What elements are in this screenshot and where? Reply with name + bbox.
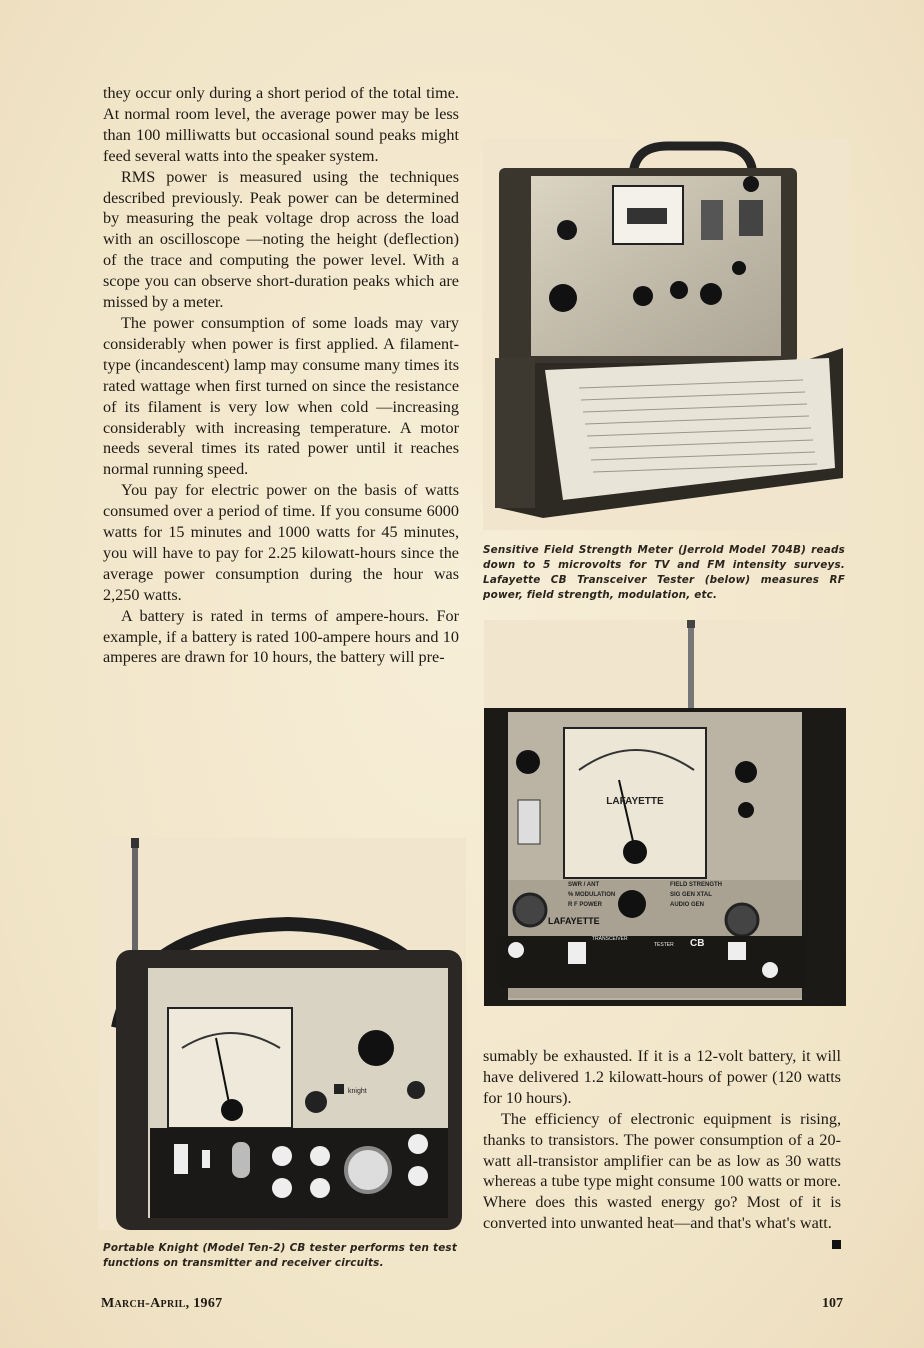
meter-brand-label: LAFAYETTE <box>606 796 664 807</box>
field-strength-meter-photo <box>483 138 849 530</box>
lafayette-cb-tester-photo <box>484 620 846 1006</box>
mode-label: % MODULATION <box>568 892 616 898</box>
knight-brand-label: knight <box>348 1088 367 1095</box>
paragraph <box>483 1109 841 1234</box>
paragraph: they occur only during a short period of the total time. At normal room level, the average power may be less than 100 milliwatts but occasional sound peaks might feed several watts into the speaker system. <box>103 84 459 165</box>
paragraph: The power consumption of some loads may vary considerably when power is first applied. A filament-type (incandescent) lamp may consume many times its rated wattage when first turned on since the resistance of its filament is very low when cold —increasing considerably with increasing temperature. A motor needs several times its rated power until it reaches normal running speed. <box>103 313 459 479</box>
paragraph: sumably be exhausted. If it is a 12-volt battery, it will have delivered 1.2 kilowatt-hours of power (120 watts for 10 hours). <box>483 1047 841 1107</box>
mode-label: AUDIO GEN <box>670 902 705 908</box>
page-number: 107 <box>822 1296 843 1311</box>
photo-caption-meter: Sensitive Field Strength Meter (Jerrold Model 704B) reads down to 5 microvolts for TV and FM intensity surveys. Lafayette CB Transceiver Tester (below) measures RF power, field strength, modulation, etc. <box>483 544 845 601</box>
mode-label: FIELD STRENGTH <box>670 882 722 888</box>
mode-label: SWR / ANT <box>568 882 600 888</box>
end-of-article-mark <box>832 1240 841 1249</box>
left-text-column <box>103 83 459 668</box>
footer-issue-date: March-April, 1967 <box>101 1296 223 1311</box>
transceiver-label: TRANSCEIVER <box>592 936 628 942</box>
paragraph-text: The efficiency of electronic equipment is rising, thanks to transistors. The power consumption of a 20-watt all-transistor amplifier can be as low as 30 watts whereas a tube type might consume 100 watts or more. Where does this wasted energy go? Most of it is converted into unwanted heat—and that's what's watt. <box>483 1109 841 1233</box>
brand-label: LAFAYETTE <box>548 916 600 926</box>
knight-cb-tester-photo <box>98 838 466 1230</box>
mode-label: R F POWER <box>568 902 602 908</box>
right-text-column <box>483 1046 841 1249</box>
tester-label: TESTER <box>654 942 674 948</box>
paragraph: RMS power is measured using the techniques described previously. Peak power can be determined by measuring the peak voltage drop across the load with an oscilloscope —noting the height (deflection) of the trace and computing the power level. With a scope you can observe short-duration peaks which are missed by a meter. <box>103 167 459 312</box>
paragraph: A battery is rated in terms of ampere-hours. For example, if a battery is rated 100-ampere hours and 10 amperes are drawn for 10 hours, the battery will pre- <box>103 606 459 667</box>
photo-caption-knight: Portable Knight (Model Ten-2) CB tester performs ten test functions on transmitter and receiver circuits. <box>103 1242 457 1269</box>
mode-label: SIG GEN XTAL <box>670 892 712 898</box>
paragraph: You pay for electric power on the basis of watts consumed over a period of time. If you consume 6000 watts for 15 minutes and 1000 watts for 45 minutes, you will have to pay for 2.25 kilowatt-hours since the average power consumption during the hour was 2,250 watts. <box>103 481 459 604</box>
cb-label: CB <box>690 938 705 949</box>
